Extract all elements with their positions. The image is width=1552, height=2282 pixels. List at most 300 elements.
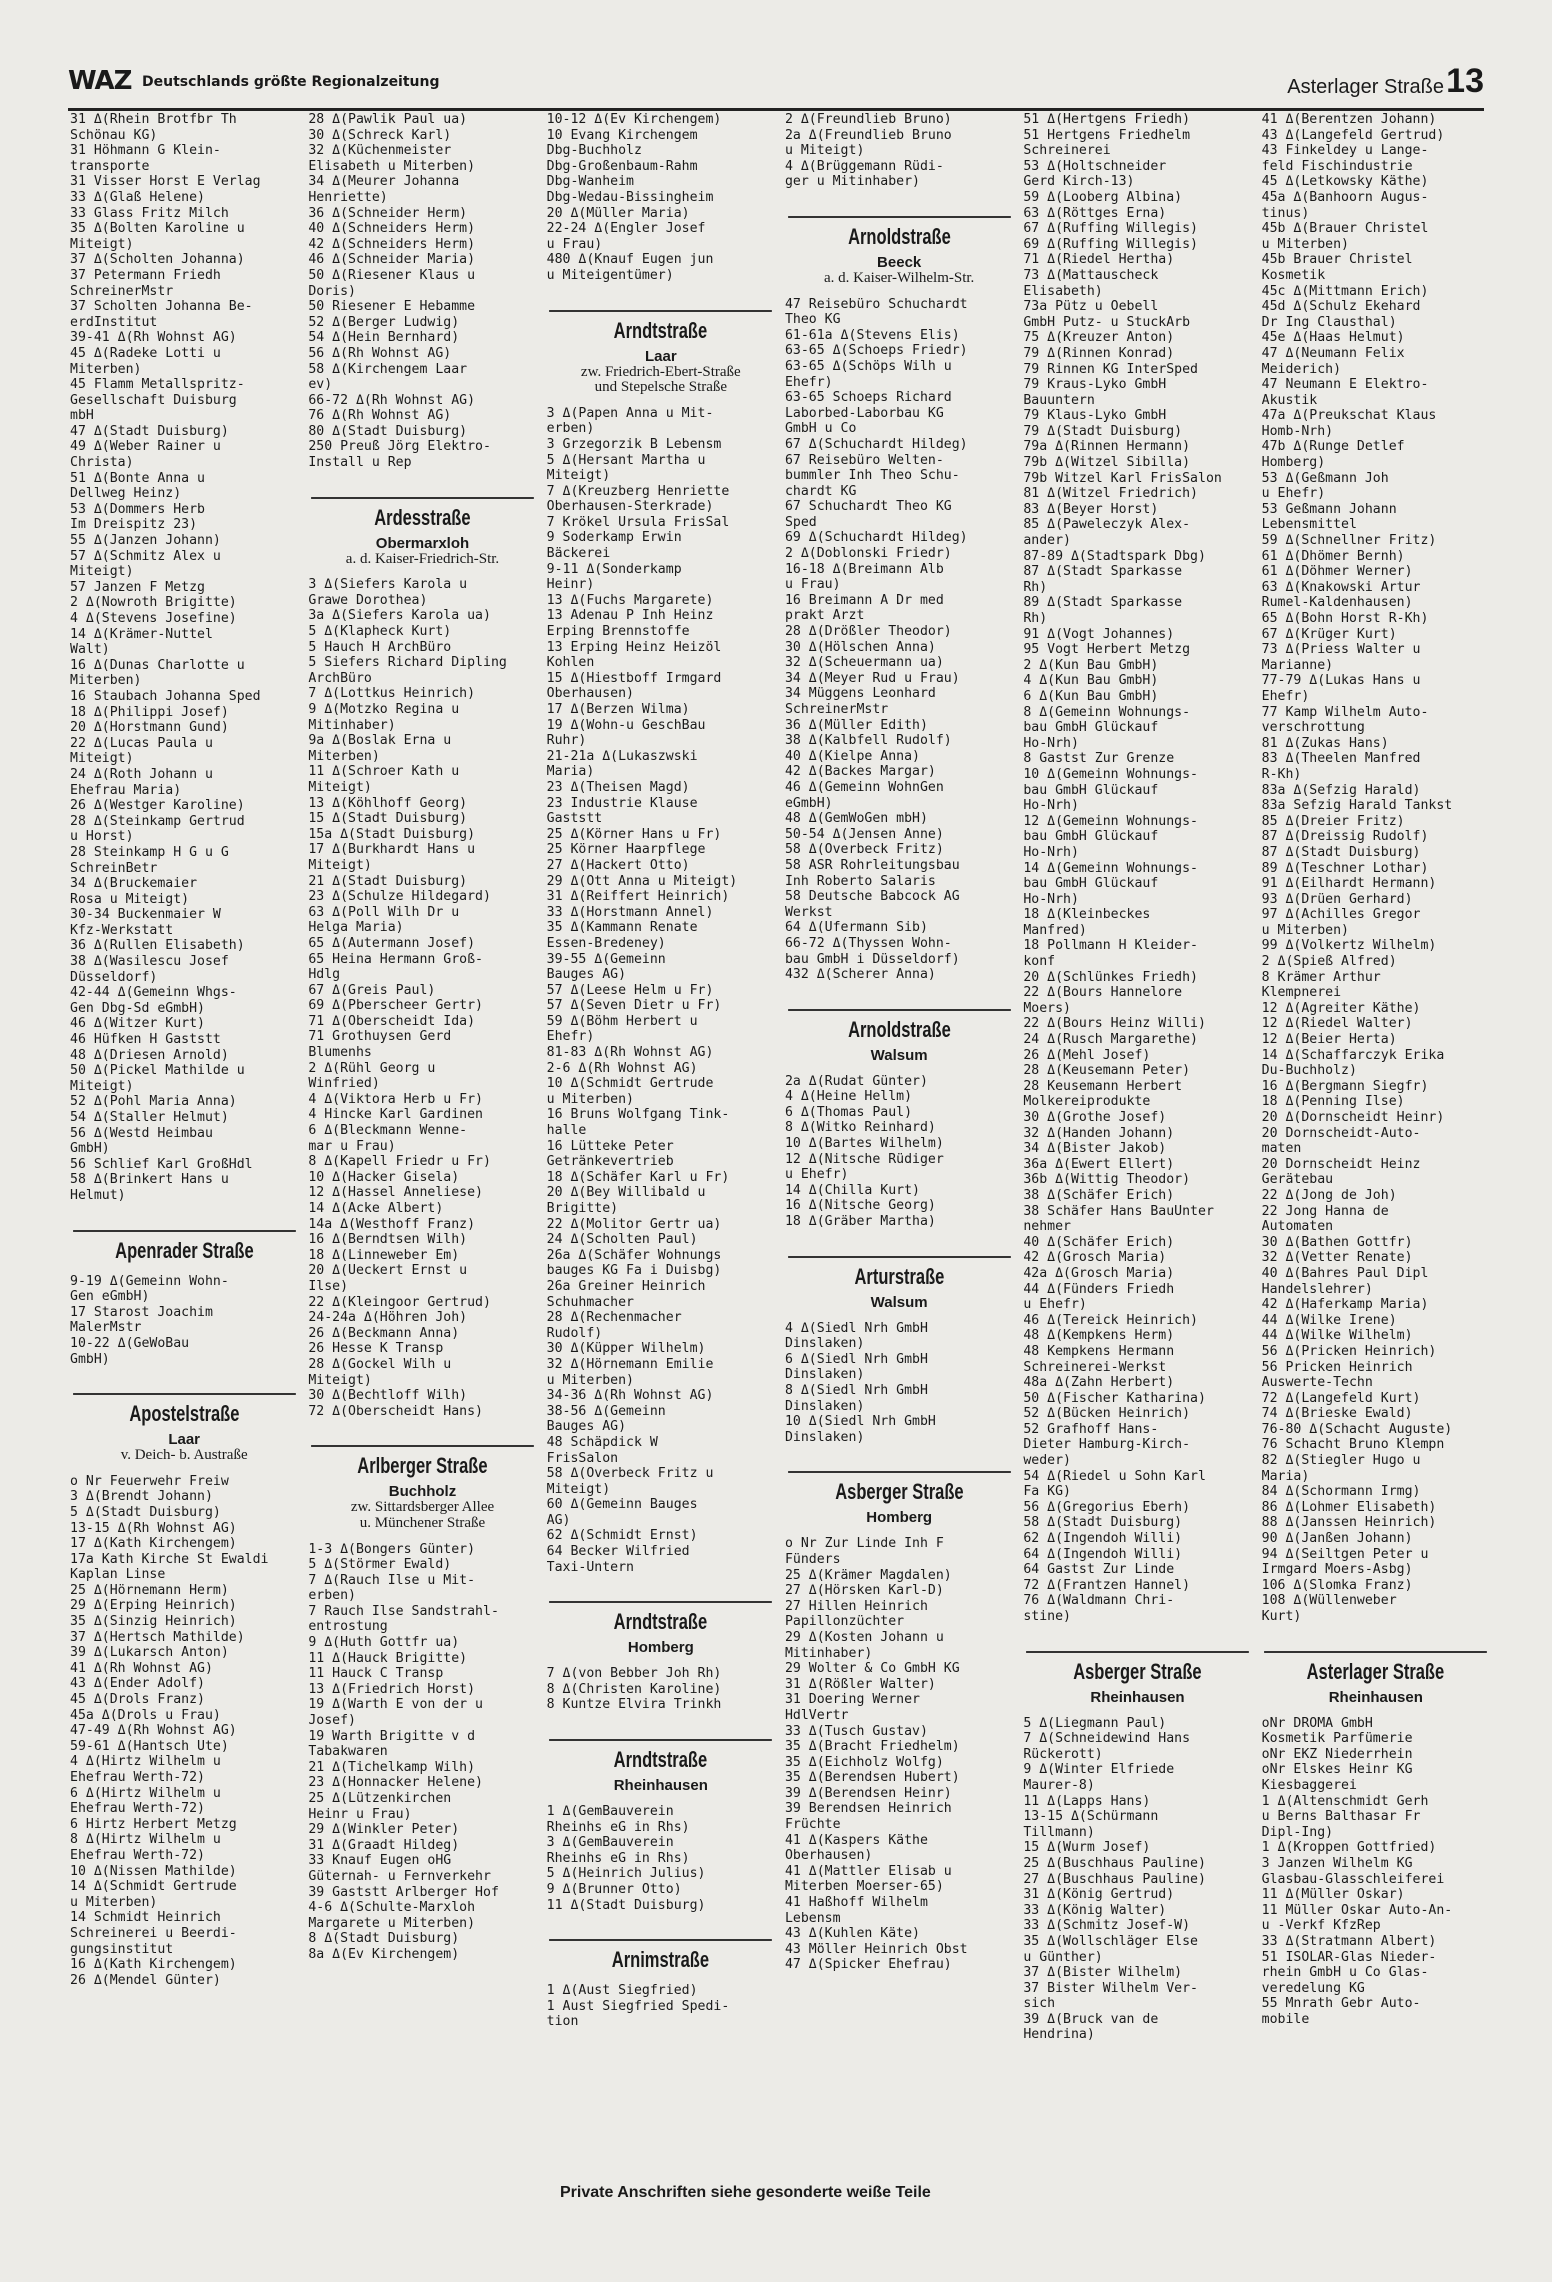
directory-entry: 69 Δ(Schuchardt Hildeg) xyxy=(784,530,968,546)
directory-entry: 34 Δ(Bruckemaier Rosa u Miteigt) xyxy=(70,876,198,907)
directory-entry: 84 Δ(Schormann Irmg) xyxy=(1261,1484,1421,1500)
directory-entry: 23 Δ(Theisen Magd) xyxy=(546,779,690,795)
directory-entry: 81-83 Δ(Rh Wohnst AG) xyxy=(546,1045,714,1061)
directory-entry: 63 Δ(Knakowski Artur Rumel-Kaldenhausen) xyxy=(1261,579,1421,611)
directory-entry: 19 Δ(Warth E von der u Josef) xyxy=(308,1697,483,1729)
directory-entry: 47b Δ(Runge Detlef Homberg) xyxy=(1261,439,1405,471)
directory-entry: 30 Δ(Grothe Josef) xyxy=(1023,1110,1167,1125)
directory-entry: 13 Erping Heinz Heizöl Kohlen xyxy=(546,639,722,671)
directory-entry: 33 Δ(Horstmann Annel) xyxy=(546,904,714,920)
directory-entry: 29 Δ(Kosten Johann u Mitinhaber) xyxy=(784,1629,944,1661)
directory-entry: 66-72 Δ(Rh Wohnst AG) xyxy=(308,392,476,408)
directory-entry: 88 Δ(Janssen Heinrich) xyxy=(1261,1515,1437,1531)
directory-entry: 58 ASR Rohrleitungsbau Inh Roberto Salaris xyxy=(784,857,960,889)
directory-entry: 9 Δ(Huth Gottfr ua) xyxy=(308,1635,460,1651)
street-name: Arnimstraße xyxy=(550,1939,773,1973)
directory-entry: 53 Δ(Holtschneider Gerd Kirch-13) xyxy=(1023,158,1167,190)
directory-entry: 48 Δ(Kempkens Herm) xyxy=(1023,1328,1175,1344)
directory-entry: 14 Schmidt Heinrich Schreinerei u Beerdi- gungsinstitut xyxy=(70,1910,237,1957)
directory-entry: 22 Δ(Molitor Gertr ua) xyxy=(546,1216,722,1232)
directory-entry: 79 Δ(Rinnen Konrad) xyxy=(1023,345,1175,361)
directory-entry: 16-18 Δ(Breimann Alb u Frau) xyxy=(784,561,944,593)
directory-entry: 36a Δ(Ewert Ellert) xyxy=(1023,1156,1175,1172)
district-name: Laar xyxy=(168,1431,200,1449)
directory-entry: 14 Δ(Schaffarczyk Erika Du-Buchholz) xyxy=(1261,1047,1445,1079)
directory-entry: 66-72 Δ(Thyssen Wohn- bau GmbH i Düsseldorf) xyxy=(784,935,960,967)
directory-entry: 1 Δ(GemBauverein Rheinhs eG in Rhs) xyxy=(546,1804,690,1835)
directory-entry: 22 Jong Hanna de Automaten xyxy=(1261,1203,1389,1235)
directory-entry: 14 Δ(Krämer-Nuttel Walt) xyxy=(70,626,213,658)
directory-entry: 41 Δ(Berentzen Johann) xyxy=(1261,112,1437,127)
directory-entry: 59-61 Δ(Hantsch Ute) xyxy=(70,1738,229,1754)
directory-entry: 13 Adenau P Inh Heinz Erping Brennstoffe xyxy=(546,608,714,640)
directory-entry: 39 Δ(Berendsen Heinr) xyxy=(784,1785,952,1801)
directory-entry: 79 Klaus-Lyko GmbH xyxy=(1023,408,1167,424)
street-name: Arndtstraße xyxy=(550,1601,773,1635)
district-name: Rheinhausen xyxy=(1328,1688,1423,1706)
directory-entry: 89 Δ(Stadt Sparkasse Rh) xyxy=(1023,595,1183,626)
directory-entry: 4 Δ(Kun Bau GmbH) xyxy=(1023,673,1159,689)
street-name: Arndtstraße xyxy=(550,1739,773,1773)
directory-entry: 15a Δ(Stadt Duisburg) xyxy=(308,826,476,842)
directory-entry: 60 Δ(Gemeinn Bauges AG) xyxy=(546,1497,698,1528)
directory-entry: 63-65 Δ(Schoeps Friedr) xyxy=(784,343,968,359)
street-name: Asberger Straße xyxy=(788,1471,1011,1505)
directory-entry: 85 Δ(Paweleczyk Alex- ander) xyxy=(1023,517,1191,549)
directory-entry: 22 Δ(Lucas Paula u Miteigt) xyxy=(70,735,213,767)
directory-entry: 11 Hauck C Transp xyxy=(308,1666,444,1682)
directory-entry: 59 Δ(Looberg Albina) xyxy=(1023,189,1183,205)
directory-entry: oNr DROMA GmbH Kosmetik Parfümerie xyxy=(1261,1715,1413,1747)
directory-entry: 61 Δ(Dhömer Bernh) xyxy=(1261,548,1405,564)
directory-entry: 3 Δ(Siefers Karola u Grawe Dorothea) xyxy=(308,577,468,608)
directory-entry: 54 Δ(Riedel u Sohn Karl Fa KG) xyxy=(1023,1468,1206,1500)
directory-entry: 8 Δ(Hirtz Wilhelm u Ehefrau Werth-72) xyxy=(70,1832,221,1863)
directory-entry: 26 Δ(Mehl Josef) xyxy=(1023,1047,1151,1063)
directory-entry: 10 Δ(Hacker Gisela) xyxy=(308,1169,460,1185)
directory-entry: 26 Δ(Westger Karoline) xyxy=(70,798,245,814)
directory-entry: 3 Δ(GemBauverein Rheinhs eG in Rhs) xyxy=(546,1835,690,1866)
directory-entry: 23 Δ(Honnacker Helene) xyxy=(308,1775,483,1791)
directory-entry: 18 Δ(Penning Ilse) xyxy=(1261,1094,1405,1110)
directory-entry: 14 Δ(Chilla Kurt) xyxy=(784,1182,920,1198)
page-header xyxy=(68,62,1484,111)
directory-entry: 11 Δ(Lapps Hans) xyxy=(1023,1793,1151,1809)
directory-entry: 10 Evang Kirchengem Dbg-Buchholz xyxy=(546,127,698,159)
directory-entry: 72 Δ(Langefeld Kurt) xyxy=(1261,1390,1421,1406)
directory-entry: 37 Petermann Friedh SchreinerMstr xyxy=(70,267,221,299)
district-name: Walsum xyxy=(870,1046,928,1064)
directory-entry: 45b Brauer Christel Kosmetik xyxy=(1261,252,1413,283)
directory-entry: 71 Grothuysen Gerd Blumenhs xyxy=(308,1029,452,1061)
directory-entry: 2 Δ(Spieß Alfred) xyxy=(1261,954,1397,970)
directory-entry: 54 Δ(Hein Bernhard) xyxy=(308,330,460,346)
directory-entry: 63-65 Schoeps Richard Laborbed-Laborbau KG xyxy=(784,390,952,421)
directory-entry: 27 Δ(Hackert Otto) xyxy=(546,857,690,873)
directory-entry: 28 Δ(Steinkamp Gertrud u Horst) xyxy=(70,813,245,845)
directory-entry: 64 Becker Wilfried Taxi-Untern xyxy=(546,1544,690,1575)
directory-entry: 30 Δ(Bechtloff Wilh) xyxy=(308,1388,468,1404)
directory-entry: 33 Δ(König Walter) xyxy=(1023,1902,1167,1918)
directory-entry: 37 Scholten Johanna Be- erdInstitut xyxy=(70,299,253,330)
directory-entry: 10 Δ(Schmidt Gertrude u Miterben) xyxy=(546,1076,714,1107)
directory-entry: 65 Δ(Bohn Horst R-Kh) xyxy=(1261,611,1429,626)
directory-entry: 108 Δ(Wüllenweber Kurt) xyxy=(1261,1593,1397,1624)
street-heading xyxy=(547,1739,775,1794)
directory-entry: 58 Δ(Overbeck Fritz u Miteigt) xyxy=(546,1466,714,1497)
directory-entry: 58 Δ(Overbeck Fritz) xyxy=(784,842,944,858)
street-name: Arnoldstraße xyxy=(788,1009,1011,1043)
directory-entry: 58 Δ(Brinkert Hans u Helmut) xyxy=(70,1172,229,1203)
directory-entry: 32 Δ(Handen Johann) xyxy=(1023,1125,1175,1141)
directory-entry: 41 Δ(Rh Wohnst AG) xyxy=(70,1660,213,1676)
directory-entry: 8a Δ(Ev Kirchengem) xyxy=(308,1946,460,1962)
directory-entry: 24 Δ(Scholten Paul) xyxy=(546,1232,698,1248)
street-name: Arndtstraße xyxy=(550,310,773,344)
directory-entry: 20 Dornscheidt-Auto- maten xyxy=(1261,1125,1421,1157)
directory-entry: 21-21a Δ(Lukaszwski Maria) xyxy=(546,748,698,780)
directory-entry: 24 Δ(Roth Johann u Ehefrau Maria) xyxy=(70,766,213,798)
directory-entry: 48 Schäpdick W FrisSalon xyxy=(546,1434,658,1466)
directory-entry: 56 Pricken Heinrich Auswerte-Techn xyxy=(1261,1359,1413,1391)
directory-entry: 2 Δ(Freundlieb Bruno) xyxy=(784,112,952,127)
directory-entry: 83a Sefzig Harald Tankst xyxy=(1261,798,1453,814)
directory-entry: 77 Kamp Wilhelm Auto- verschrottung xyxy=(1261,704,1429,736)
directory-entry: 44 Δ(Fünders Friedh u Ehefr) xyxy=(1023,1281,1175,1313)
directory-entry: 39-55 Δ(Gemeinn Bauges AG) xyxy=(546,951,666,983)
directory-entry: 29 Δ(Ott Anna u Miteigt) xyxy=(546,873,738,889)
street-range: zw. Sittardsberger Allee u. Münchener Straße xyxy=(350,1499,495,1531)
directory-entry: 58 Deutsche Babcock AG Werkst xyxy=(784,889,960,920)
directory-entry: 14 Δ(Acke Albert) xyxy=(308,1201,444,1216)
directory-entry: 19 Δ(Wohn-u GeschBau Ruhr) xyxy=(546,717,706,749)
district-name: Homberg xyxy=(627,1639,694,1657)
directory-entry: 53 Δ(Geßmann Joh u Ehefr) xyxy=(1261,470,1389,502)
district-name: Walsum xyxy=(870,1293,928,1311)
directory-entry: 4 Hincke Karl Gardinen xyxy=(308,1107,483,1123)
directory-entry: 52 Δ(Berger Ludwig) xyxy=(308,314,460,330)
directory-entry: 22 Δ(Kleingoor Gertrud) xyxy=(308,1294,491,1310)
directory-entry: 47a Δ(Preukschat Klaus Homb-Nrh) xyxy=(1261,408,1437,439)
directory-entry: 28 Steinkamp H G u G SchreinBetr xyxy=(70,844,229,876)
directory-entry: 16 Δ(Berndtsen Wilh) xyxy=(308,1232,468,1248)
street-name: Asberger Straße xyxy=(1026,1651,1249,1685)
directory-entry: 9 Soderkamp Erwin Bäckerei xyxy=(546,530,682,562)
directory-entry: 46 Δ(Witzer Kurt) xyxy=(70,1016,205,1032)
directory-entry: 29 Δ(Erping Heinrich) xyxy=(70,1598,237,1614)
street-heading xyxy=(547,1939,775,1973)
directory-entry: 14a Δ(Westhoff Franz) xyxy=(308,1216,476,1232)
directory-entry: 20 Δ(Ueckert Ernst u Ilse) xyxy=(308,1263,468,1294)
directory-entry: 10 Δ(Bartes Wilhelm) xyxy=(784,1136,944,1152)
directory-entry: 2 Δ(Nowroth Brigitte) xyxy=(70,595,237,611)
directory-entry: 87 Δ(Stadt Sparkasse Rh) xyxy=(1023,564,1183,595)
directory-entry: 26a Δ(Schäfer Wohnungs bauges KG Fa i Duisbg) xyxy=(546,1247,722,1279)
directory-entry: 7 Δ(Lottkus Heinrich) xyxy=(308,686,476,702)
directory-entry: 11 Δ(Hauck Brigitte) xyxy=(308,1650,468,1666)
directory-entry: o Nr Zur Linde Inh F Fünders xyxy=(784,1536,944,1567)
directory-entry: 106 Δ(Slomka Franz) xyxy=(1261,1577,1413,1593)
directory-entry: 47 Reisebüro Schuchardt Theo KG xyxy=(784,296,968,328)
directory-entry: 45a Δ(Drols u Frau) xyxy=(70,1707,221,1723)
directory-entry: 16 Δ(Kath Kirchengem) xyxy=(70,1957,237,1973)
directory-entry: 17 Starost Joachim MalerMstr xyxy=(70,1304,213,1336)
directory-entry: 67 Δ(Schuchardt Hildeg) xyxy=(784,436,968,452)
directory-entry: 59 Δ(Böhm Herbert u Ehefr) xyxy=(546,1013,698,1045)
directory-entry: 81 Δ(Zukas Hans) xyxy=(1261,735,1389,751)
directory-entry: 16 Δ(Dunas Charlotte u Miterben) xyxy=(70,657,245,689)
directory-entry: 36 Δ(Schneider Herm) xyxy=(308,205,468,221)
directory-entry: 73a Pütz u Oebell GmbH Putz- u StuckArb xyxy=(1023,299,1191,330)
directory-entry: 22 Δ(Bours Heinz Willi) xyxy=(1023,1016,1206,1032)
directory-entry: 3 Janzen Wilhelm KG Glasbau-Glasschleiferei xyxy=(1261,1855,1445,1887)
directory-entry: 34 Δ(Meyer Rud u Frau) xyxy=(784,670,960,686)
directory-entry: 13-15 Δ(Rh Wohnst AG) xyxy=(70,1520,237,1536)
directory-entry: 73 Δ(Mattauscheck Elisabeth) xyxy=(1023,267,1159,299)
directory-entry: 13-15 Δ(Schürmann Tillmann) xyxy=(1023,1809,1159,1840)
directory-entry: 45 Δ(Letkowsky Käthe) xyxy=(1261,174,1429,190)
directory-entry: 56 Δ(Westd Heimbau GmbH) xyxy=(70,1125,213,1157)
directory-entry: 74 Δ(Brieske Ewald) xyxy=(1261,1406,1413,1422)
street-heading xyxy=(1023,1651,1251,1706)
directory-entry: 6 Δ(Bleckmann Wenne- mar u Frau) xyxy=(308,1123,468,1154)
directory-entry: 25 Δ(Hörnemann Herm) xyxy=(70,1582,229,1598)
directory-entry: 5 Δ(Störmer Ewald) xyxy=(308,1557,452,1573)
directory-entry: 36b Δ(Wittig Theodor) xyxy=(1023,1172,1191,1188)
directory-entry: 1 Δ(Kroppen Gottfried) xyxy=(1261,1840,1437,1856)
directory-entry: 58 Δ(Stadt Duisburg) xyxy=(1023,1515,1183,1531)
street-heading xyxy=(70,1230,298,1264)
directory-entry: 4 Δ(Viktora Herb u Fr) xyxy=(308,1091,483,1107)
directory-entry: 43 Δ(Langefeld Gertrud) xyxy=(1261,127,1445,143)
directory-entry: 6 Hirtz Herbert Metzg xyxy=(70,1816,237,1832)
district-name: Homberg xyxy=(866,1509,933,1527)
directory-entry: 41 Haßhoff Wilhelm Lebensm xyxy=(784,1895,928,1926)
directory-column xyxy=(308,112,536,2162)
newspaper-tagline: Deutschlands größte Regionalzeitung xyxy=(142,74,440,90)
directory-entry: 47 Δ(Neumann Felix Meiderich) xyxy=(1261,345,1405,377)
directory-entry: 38 Δ(Kalbfell Rudolf) xyxy=(784,733,952,749)
directory-entry: 36 Δ(Müller Edith) xyxy=(784,717,928,733)
directory-entry: 37 Δ(Hertsch Mathilde) xyxy=(70,1629,245,1645)
directory-entry: 26 Δ(Mendel Günter) xyxy=(70,1972,221,1988)
directory-entry: 31 Δ(Rößler Walter) xyxy=(784,1676,936,1692)
directory-entry: 75 Δ(Kreuzer Anton) xyxy=(1023,330,1175,346)
directory-entry: 71 Δ(Riedel Hertha) xyxy=(1023,252,1175,268)
directory-entry: 82 Δ(Stiegler Hugo u Maria) xyxy=(1261,1453,1421,1484)
directory-entry: 25 Δ(Krämer Magdalen) xyxy=(784,1567,952,1583)
directory-entry: 32 Δ(Küchenmeister Elisabeth u Miterben) xyxy=(308,143,476,174)
directory-entry: 59 Δ(Schnellner Fritz) xyxy=(1261,533,1437,549)
directory-entry: 15 Δ(Hiestboff Irmgard Oberhausen) xyxy=(546,670,722,702)
directory-entry: 8 Kuntze Elvira Trinkh xyxy=(546,1697,722,1713)
directory-entry: 79 Δ(Stadt Duisburg) xyxy=(1023,423,1183,439)
directory-entry: 90 Δ(Janßen Johann) xyxy=(1261,1531,1413,1547)
directory-entry: 23 Industrie Klause Gaststt xyxy=(546,795,698,827)
directory-entry: 35 Δ(Sinzig Heinrich) xyxy=(70,1614,237,1630)
directory-entry: 7 Δ(Kreuzberg Henriette Oberhausen-Sterkrade) xyxy=(546,483,730,515)
directory-entry: 8 Δ(Christen Karoline) xyxy=(546,1681,722,1697)
directory-entry: 40 Δ(Bahres Paul Dipl Handelslehrer) xyxy=(1261,1265,1429,1297)
directory-entry: 39 Gaststt Arlberger Hof xyxy=(308,1884,499,1900)
street-name: Apostelstraße xyxy=(73,1393,296,1427)
directory-entry: 64 Δ(Ingendoh Willi) xyxy=(1023,1546,1183,1562)
directory-entry: 21 Δ(Tichelkamp Wilh) xyxy=(308,1759,476,1775)
directory-entry: 79 Kraus-Lyko GmbH Bauuntern xyxy=(1023,377,1167,408)
directory-entry: 97 Δ(Achilles Gregor u Miterben) xyxy=(1261,907,1421,938)
directory-entry: 45 Δ(Drols Franz) xyxy=(70,1692,205,1708)
directory-entry: 44 Δ(Wilke Wilhelm) xyxy=(1261,1328,1413,1344)
directory-entry: 91 Δ(Eilhardt Hermann) xyxy=(1261,876,1437,892)
directory-entry: 49 Δ(Weber Rainer u Christa) xyxy=(70,439,221,471)
directory-entry: 25 Δ(Lützenkirchen Heinr u Frau) xyxy=(308,1791,452,1822)
directory-entry: 86 Δ(Lohmer Elisabeth) xyxy=(1261,1499,1437,1515)
directory-entry: 76 Δ(Rh Wohnst AG) xyxy=(308,408,452,424)
directory-entry: 30 Δ(Küpper Wilhelm) xyxy=(546,1341,706,1357)
directory-entry: 38 Schäfer Hans BauUnter nehmer xyxy=(1023,1203,1214,1235)
directory-entry: 69 Δ(Pberscheer Gertr) xyxy=(308,998,483,1014)
directory-entry: 23 Δ(Schulze Hildegard) xyxy=(308,889,491,905)
street-heading xyxy=(308,1445,536,1531)
directory-entry: 28 Δ(Keusemann Peter) xyxy=(1023,1063,1191,1079)
street-heading xyxy=(785,1256,1013,1311)
directory-entry: 28 Δ(Rechenmacher Rudolf) xyxy=(546,1310,682,1341)
directory-entry: 55 Δ(Janzen Johann) xyxy=(70,533,221,549)
directory-entry: 44 Δ(Wilke Irene) xyxy=(1261,1312,1397,1328)
directory-entry: 62 Δ(Ingendoh Willi) xyxy=(1023,1531,1183,1547)
directory-entry: 40 Δ(Schäfer Erich) xyxy=(1023,1234,1175,1250)
directory-entry: 2a Δ(Freundlieb Bruno u Miteigt) xyxy=(784,127,952,159)
directory-entry: 46 Δ(Gemeinn WohnGen eGmbH) xyxy=(784,779,944,811)
street-heading xyxy=(547,1601,775,1656)
directory-entry: 53 Δ(Dommers Herb Im Dreispitz 23) xyxy=(70,501,205,533)
directory-entry: 18 Δ(Linneweber Em) xyxy=(308,1247,460,1263)
directory-entry: 83 Δ(Beyer Horst) xyxy=(1023,501,1159,517)
directory-entry: 72 Δ(Frantzen Hannel) xyxy=(1023,1577,1191,1593)
directory-entry: 7 Rauch Ilse Sandstrahl- entrostung xyxy=(308,1603,499,1635)
directory-entry: 46 Hüfken H Gaststt xyxy=(70,1032,221,1048)
directory-entry: 17a Kath Kirche St Ewaldi Kaplan Linse xyxy=(70,1551,269,1583)
directory-entry: 22 Δ(Bours Hannelore Moers) xyxy=(1023,985,1183,1016)
directory-entry: 18 Δ(Kleinbeckes Manfred) xyxy=(1023,907,1151,938)
directory-entry: 48a Δ(Zahn Herbert) xyxy=(1023,1375,1175,1391)
directory-entry: 16 Bruns Wolfgang Tink- halle xyxy=(546,1107,730,1139)
directory-entry: 10 Δ(Nissen Mathilde) xyxy=(70,1863,237,1879)
directory-entry: 4 Δ(Stevens Josefine) xyxy=(70,611,237,626)
directory-entry: 38-56 Δ(Gemeinn Bauges AG) xyxy=(546,1403,666,1435)
directory-entry: 12 Δ(Hassel Anneliese) xyxy=(308,1185,483,1201)
directory-entry: 8 Δ(Kapell Friedr u Fr) xyxy=(308,1154,491,1170)
directory-entry: 43 Δ(Kuhlen Käte) xyxy=(784,1926,920,1942)
directory-entry: 6 Δ(Siedl Nrh GmbH Dinslaken) xyxy=(784,1351,928,1383)
directory-entry: 34 Δ(Meurer Johanna Henriette) xyxy=(308,174,460,205)
directory-entry: 12 Δ(Nitsche Rüdiger u Ehefr) xyxy=(784,1151,944,1183)
directory-entry: 24 Δ(Rusch Margarethe) xyxy=(1023,1032,1198,1048)
directory-entry: 73 Δ(Priess Walter u Marianne) xyxy=(1261,642,1421,673)
directory-entry: 17 Δ(Kath Kirchengem) xyxy=(70,1536,237,1552)
directory-entry: 22 Δ(Jong de Joh) xyxy=(1261,1187,1397,1203)
street-range: a. d. Kaiser-Wilhelm-Str. xyxy=(824,269,975,286)
directory-entry: 5 Δ(Stadt Duisburg) xyxy=(70,1504,221,1520)
directory-entry: 33 Δ(Glaß Helene) xyxy=(70,189,205,205)
directory-entry: 21 Δ(Stadt Duisburg) xyxy=(308,873,468,889)
directory-entry: 56 Δ(Gregorius Eberh) xyxy=(1023,1499,1191,1515)
directory-entry: 45c Δ(Mittmann Erich) xyxy=(1261,283,1429,299)
directory-entry: 31 Doering Werner HdlVertr xyxy=(784,1692,920,1723)
directory-entry: 16 Staubach Johanna Sped xyxy=(70,688,261,704)
directory-entry: 72 Δ(Oberscheidt Hans) xyxy=(308,1403,483,1419)
directory-entry: 42a Δ(Grosch Maria) xyxy=(1023,1265,1175,1281)
directory-entry: 65 Δ(Autermann Josef) xyxy=(308,935,476,951)
directory-entry: 37 Δ(Scholten Johanna) xyxy=(70,252,245,268)
directory-entry: 35 Δ(Bolten Karoline u Miteigt) xyxy=(70,221,245,252)
directory-entry: 7 Δ(von Bebber Joh Rh) xyxy=(546,1666,722,1682)
street-heading xyxy=(308,497,536,568)
directory-entry: 12 Δ(Beier Herta) xyxy=(1261,1032,1397,1048)
directory-entry: 38 Δ(Wasilescu Josef Düsseldorf) xyxy=(70,954,229,985)
directory-entry: 24-24a Δ(Höhren Joh) xyxy=(308,1310,468,1326)
directory-entry: 76 Δ(Waldmann Chri- stine) xyxy=(1023,1593,1175,1624)
directory-entry: 67 Δ(Krüger Kurt) xyxy=(1261,626,1397,642)
directory-entry: 13 Δ(Fuchs Margarete) xyxy=(546,592,714,608)
directory-entry: 30 Δ(Bathen Gottfr) xyxy=(1261,1234,1413,1250)
newspaper-logo: WAZ xyxy=(68,66,132,96)
directory-entry: 30 Δ(Schreck Karl) xyxy=(308,127,452,143)
running-street-reference: Asterlager Straße xyxy=(1287,76,1444,98)
directory-entry: 7 Krökel Ursula FrisSal xyxy=(546,514,730,530)
directory-entry: 4 Δ(Siedl Nrh GmbH Dinslaken) xyxy=(784,1320,928,1352)
directory-entry: 26 Hesse K Transp xyxy=(308,1341,444,1357)
directory-entry: 17 Δ(Berzen Wilma) xyxy=(546,702,690,717)
directory-entry: 18 Δ(Gräber Martha) xyxy=(784,1214,936,1230)
directory-entry: 47-49 Δ(Rh Wohnst AG) xyxy=(70,1723,237,1739)
directory-entry: o Nr Feuerwehr Freiw xyxy=(70,1473,229,1489)
directory-entry: 25 Δ(Buschhaus Pauline) xyxy=(1023,1855,1206,1871)
directory-entry: 28 Δ(Gockel Wilh u Miteigt) xyxy=(308,1356,452,1388)
directory-entry: 41 Δ(Mattler Elisab u Miterben Moerser-65) xyxy=(784,1863,952,1895)
street-range: v. Deich- b. Austraße xyxy=(120,1447,248,1464)
directory-column xyxy=(1262,112,1490,2162)
directory-entry: 42-44 Δ(Gemeinn Whgs- Gen Dbg-Sd eGmbH) xyxy=(70,985,237,1016)
directory-entry: 67 Δ(Ruffing Willegis) xyxy=(1023,221,1198,237)
directory-entry: 25 Körner Haarpflege xyxy=(546,842,706,858)
directory-entry: 31 Δ(Graadt Hildeg) xyxy=(308,1837,460,1853)
street-heading xyxy=(785,216,1013,287)
page-number: 13 xyxy=(1446,62,1484,100)
directory-entry: GmbH u Co xyxy=(784,421,857,437)
directory-entry: 3 Δ(Brendt Johann) xyxy=(70,1489,213,1505)
directory-entry: 79 Rinnen KG InterSped xyxy=(1023,361,1198,377)
district-name: Buchholz xyxy=(388,1483,457,1501)
directory-entry: 52 Δ(Pohl Maria Anna) xyxy=(70,1094,237,1110)
directory-entry: 6 Δ(Thomas Paul) xyxy=(784,1104,913,1120)
directory-entry: 79b Δ(Witzel Sibilla) xyxy=(1023,455,1191,471)
street-name: Asterlager Straße xyxy=(1265,1651,1488,1685)
directory-entry: 27 Δ(Hörsken Karl-D) xyxy=(784,1583,944,1599)
directory-entry: 50-54 Δ(Jensen Anne) xyxy=(784,826,944,842)
street-name: Ardesstraße xyxy=(311,497,534,531)
directory-entry: 10-22 Δ(GeWoBau GmbH) xyxy=(70,1335,190,1367)
directory-entry: 42 Δ(Grosch Maria) xyxy=(1023,1250,1167,1266)
directory-entry: 2 Δ(Kun Bau GmbH) xyxy=(1023,657,1159,673)
street-name: Arnoldstraße xyxy=(788,216,1011,250)
directory-entry: 30 Δ(Hölschen Anna) xyxy=(784,639,936,655)
directory-entry: 50 Riesener E Hebamme xyxy=(308,299,476,315)
directory-entry: 26a Greiner Heinrich Schuhmacher xyxy=(546,1278,706,1310)
directory-entry: 1-3 Δ(Bongers Günter) xyxy=(308,1541,476,1557)
street-name: Apenrader Straße xyxy=(73,1230,296,1264)
directory-entry: 79b Witzel Karl FrisSalon xyxy=(1023,470,1222,486)
